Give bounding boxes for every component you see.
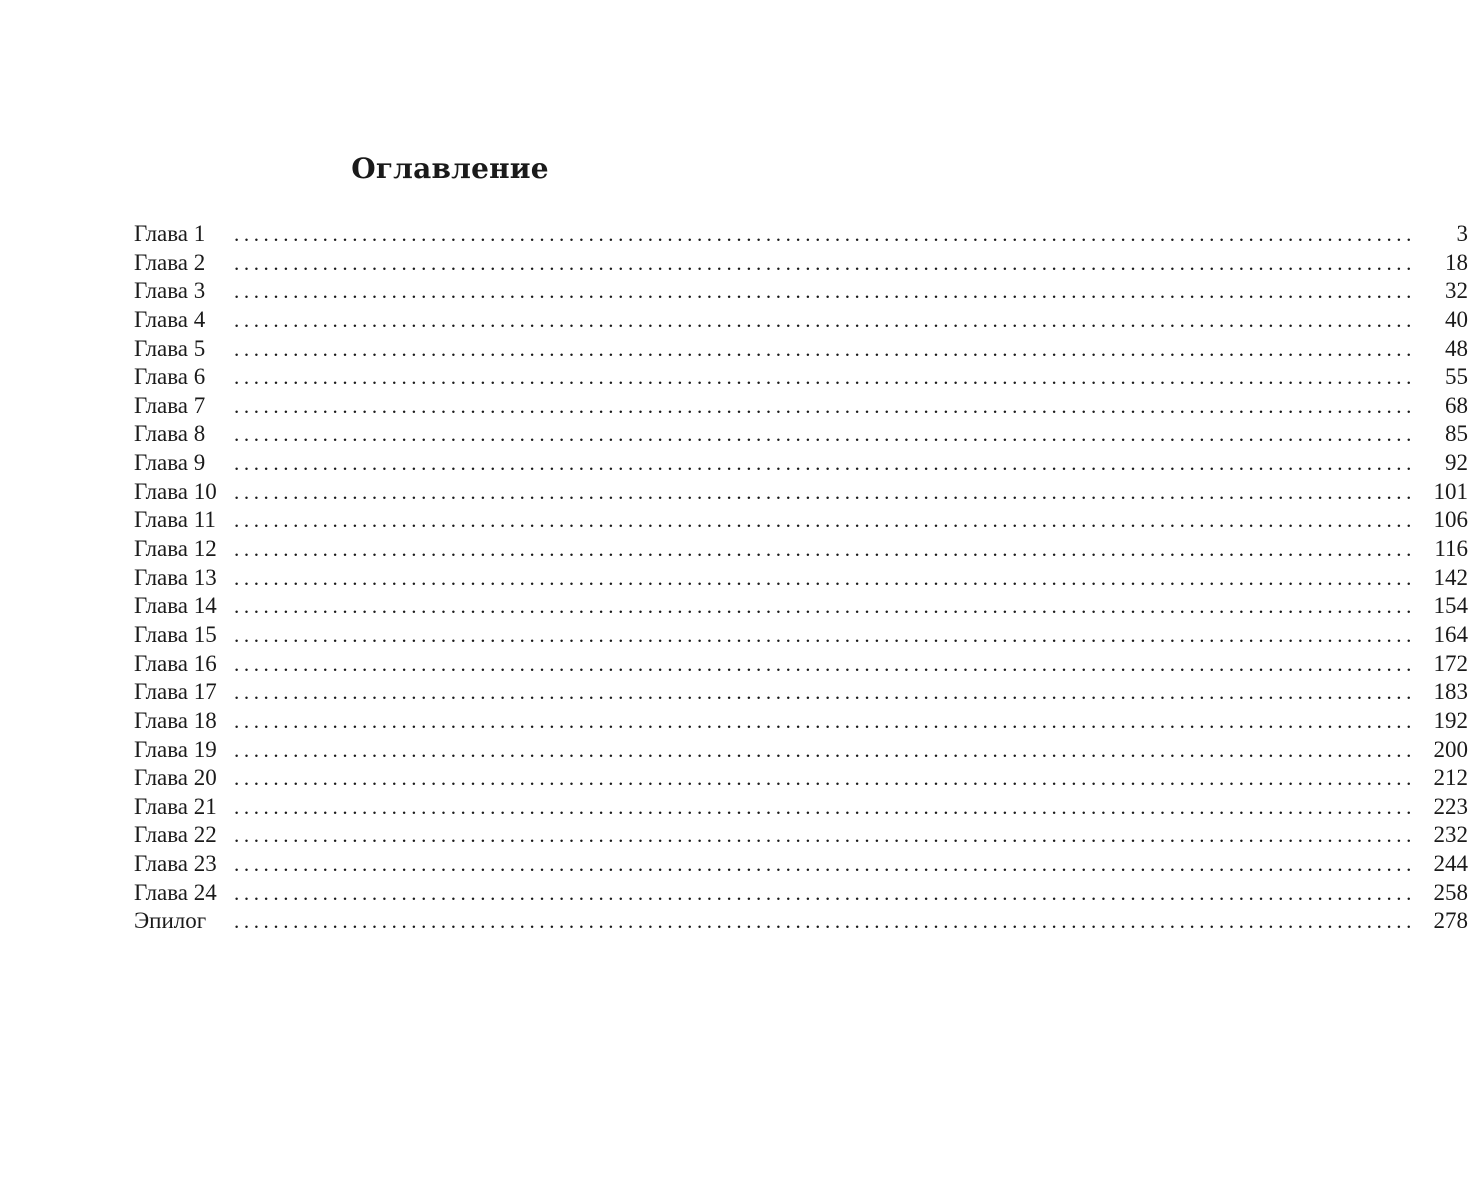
toc-entry — [134, 306, 1468, 335]
toc-entry — [134, 850, 1468, 879]
dot-leader: ........................................................................................................................ — [234, 422, 1416, 447]
toc-page-number: 48 — [1445, 335, 1468, 361]
dot-leader: ........................................................................................................................ — [234, 766, 1416, 791]
dot-leader: ........................................................................................................................ — [234, 594, 1416, 619]
toc-entry — [134, 535, 1468, 564]
toc-entry-label: Глава 17 — [134, 679, 217, 705]
toc-page-number: 223 — [1433, 793, 1468, 819]
toc-page-number: 116 — [1434, 536, 1468, 562]
toc-entry-label: Глава 20 — [134, 765, 217, 791]
toc-entry-label: Глава 2 — [134, 249, 206, 275]
dot-leader: ........................................................................................................................ — [234, 880, 1416, 905]
toc-entry — [134, 707, 1468, 736]
toc-entry — [134, 907, 1468, 936]
toc-entry-label: Глава 10 — [134, 478, 217, 504]
toc-entry-label: Глава 24 — [134, 879, 217, 905]
dot-leader: ........................................................................................................................ — [234, 708, 1416, 733]
dot-leader: ........................................................................................................................ — [234, 479, 1416, 504]
table-of-contents — [134, 220, 1468, 936]
toc-page-number: 183 — [1433, 679, 1468, 705]
toc-entry — [134, 879, 1468, 908]
toc-entry-label: Глава 5 — [134, 335, 206, 361]
dot-leader: ........................................................................................................................ — [234, 222, 1416, 246]
toc-page-number: 142 — [1433, 564, 1468, 590]
toc-entry — [134, 793, 1468, 822]
toc-entry — [134, 678, 1468, 707]
dot-leader: ........................................................................................................................ — [234, 680, 1416, 705]
dot-leader: ........................................................................................................................ — [234, 794, 1416, 819]
toc-entry — [134, 449, 1468, 478]
toc-page-number: 212 — [1433, 765, 1468, 791]
toc-page-number: 101 — [1433, 478, 1468, 504]
toc-entry-label: Глава 15 — [134, 621, 217, 647]
toc-page-number: 68 — [1445, 392, 1468, 418]
toc-page-number: 192 — [1433, 707, 1468, 733]
toc-entry-label: Глава 16 — [134, 650, 217, 676]
toc-entry-label: Глава 14 — [134, 593, 217, 619]
dot-leader: ........................................................................................................................ — [234, 250, 1416, 275]
toc-entry — [134, 736, 1468, 765]
dot-leader: ........................................................................................................................ — [234, 508, 1416, 533]
toc-entry — [134, 478, 1468, 507]
toc-entry — [134, 650, 1468, 679]
dot-leader: ........................................................................................................................ — [234, 909, 1416, 934]
dot-leader: ........................................................................................................................ — [234, 651, 1416, 676]
dot-leader: ........................................................................................................................ — [234, 393, 1416, 418]
toc-entry-label: Глава 6 — [134, 364, 206, 390]
toc-entry — [134, 821, 1468, 850]
toc-page-number: 278 — [1433, 908, 1468, 934]
toc-page-number: 232 — [1433, 822, 1468, 848]
toc-entry-label: Глава 7 — [134, 392, 206, 418]
dot-leader: ........................................................................................................................ — [234, 307, 1416, 332]
toc-page-number: 18 — [1445, 249, 1468, 275]
dot-leader: ........................................................................................................................ — [234, 336, 1416, 361]
toc-title: Оглавление — [351, 152, 549, 185]
dot-leader: ........................................................................................................................ — [234, 823, 1416, 848]
toc-page-number: 40 — [1445, 306, 1468, 332]
toc-page-number: 172 — [1433, 650, 1468, 676]
toc-entry-label: Глава 9 — [134, 450, 206, 476]
toc-entry-label: Глава 8 — [134, 421, 206, 447]
toc-page-number: 200 — [1433, 736, 1468, 762]
dot-leader: ........................................................................................................................ — [234, 365, 1416, 390]
toc-page-number: 32 — [1445, 278, 1468, 304]
toc-entry — [134, 764, 1468, 793]
toc-entry-label: Глава 13 — [134, 564, 217, 590]
toc-page-number: 244 — [1433, 851, 1468, 877]
toc-page-number: 92 — [1445, 450, 1468, 476]
toc-entry-label: Глава 12 — [134, 536, 217, 562]
toc-entry — [134, 392, 1468, 421]
toc-entry — [134, 249, 1468, 278]
toc-entry-label: Глава 21 — [134, 793, 217, 819]
toc-entry — [134, 564, 1468, 593]
toc-entry-label: Глава 22 — [134, 822, 217, 848]
toc-page-number: 3 — [1456, 221, 1468, 246]
toc-page-number: 55 — [1445, 364, 1468, 390]
toc-entry-label: Глава 19 — [134, 736, 217, 762]
dot-leader: ........................................................................................................................ — [234, 565, 1416, 590]
dot-leader: ........................................................................................................................ — [234, 622, 1416, 647]
toc-entry-label: Глава 3 — [134, 278, 206, 304]
dot-leader: ........................................................................................................................ — [234, 852, 1416, 877]
toc-entry-label: Глава 4 — [134, 306, 206, 332]
toc-entry — [134, 621, 1468, 650]
dot-leader: ........................................................................................................................ — [234, 737, 1416, 762]
toc-entry — [134, 506, 1468, 535]
toc-entry — [134, 363, 1468, 392]
dot-leader: ........................................................................................................................ — [234, 451, 1416, 476]
dot-leader: ........................................................................................................................ — [234, 279, 1416, 304]
toc-page-number: 164 — [1433, 621, 1468, 647]
toc-entry — [134, 277, 1468, 306]
toc-page-number: 258 — [1433, 879, 1468, 905]
toc-entry — [134, 420, 1468, 449]
toc-page-number: 154 — [1433, 593, 1468, 619]
toc-page-number: 85 — [1445, 421, 1468, 447]
toc-entry-label: Глава 11 — [134, 507, 216, 533]
dot-leader: ........................................................................................................................ — [234, 537, 1416, 562]
toc-entry — [134, 335, 1468, 364]
toc-entry-label: Глава 18 — [134, 707, 217, 733]
toc-entry-label: Глава 1 — [134, 221, 206, 246]
toc-entry-label: Глава 23 — [134, 851, 217, 877]
toc-entry — [134, 220, 1468, 249]
toc-page-number: 106 — [1433, 507, 1468, 533]
toc-entry-label: Эпилог — [134, 908, 207, 934]
toc-entry — [134, 592, 1468, 621]
